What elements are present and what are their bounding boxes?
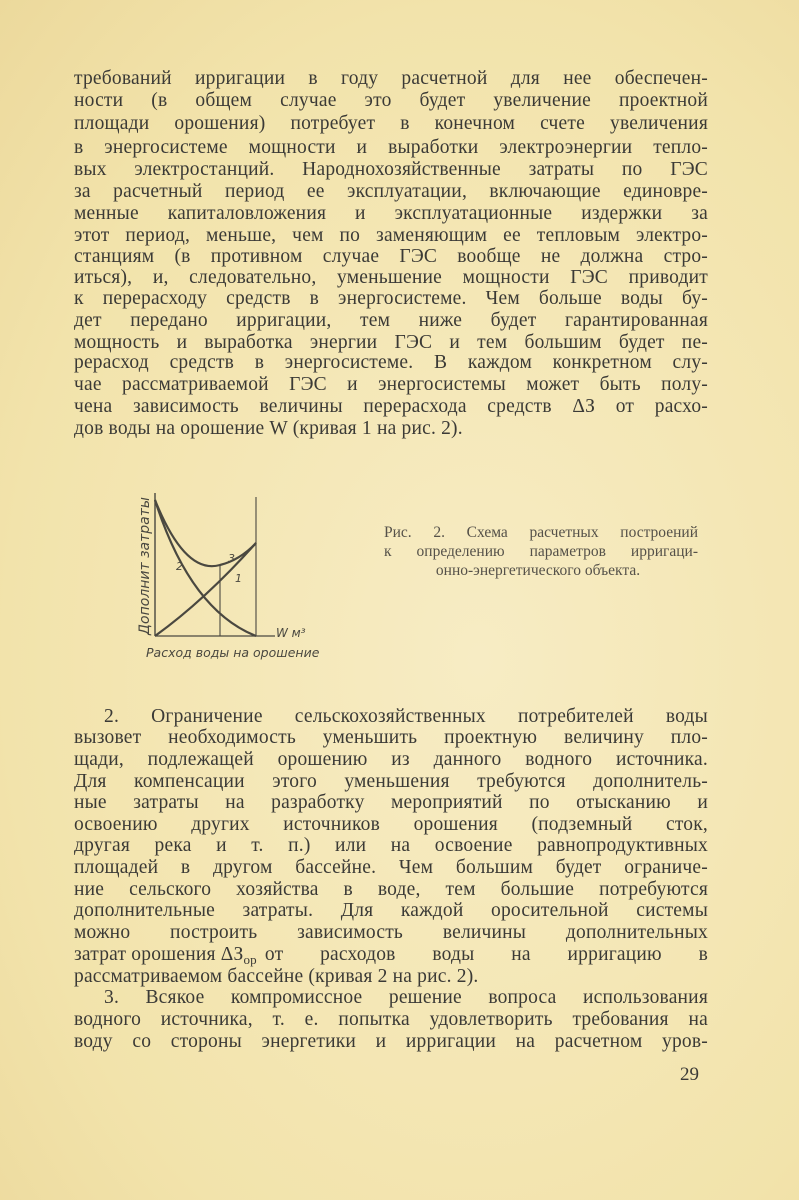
y-axis-label: Дополнит затраты: [137, 497, 153, 635]
text-line: рерасход средств в энергосистеме. В каждом конкретном слу-: [74, 352, 708, 373]
text-line: к перерасходу средств в энергосистеме. Чем больше воды бу-: [74, 288, 708, 309]
subscript: ор: [243, 952, 257, 967]
text-line: 3. Всякое компромиссное решение вопроса использования: [104, 987, 708, 1008]
caption-line: онно-энергетического объекта.: [435, 562, 641, 579]
curve-3: [155, 500, 256, 566]
caption-line: к определению параметров ирригаци-: [384, 543, 698, 560]
text-line: щади, подлежащей орошению из данного водного источника.: [74, 749, 708, 770]
text-line: мощность и выработка энергии ГЭС и тем большим будет пе-: [74, 332, 708, 353]
text-line: можно построить зависимость величины дополнительных: [74, 922, 708, 943]
text-line: дов воды на орошение W (кривая 1 на рис. 2).: [74, 418, 463, 439]
x-unit-label: W м³: [276, 626, 306, 640]
text-fragment: от расходов воды на ирригацию в: [264, 944, 708, 965]
text-line: Для компенсации этого уменьшения требуются дополнитель-: [74, 771, 708, 792]
text-line: ные затраты на разработку мероприятий по отысканию и: [74, 792, 708, 813]
text-fragment: затрат орошения ΔЗ: [74, 944, 244, 965]
text-line: освоению других источников орошения (подземный сток,: [74, 814, 708, 835]
text-line: площадей в другом бассейне. Чем большим будет ограниче-: [74, 857, 708, 878]
text-line: вых электростанций. Народнохозяйственные затраты по ГЭС: [74, 159, 708, 180]
text-line: за расчетный период ее эксплуатации, включающие единовре-: [74, 181, 708, 202]
text-line: дет передано ирригации, тем ниже будет гарантированная: [74, 310, 708, 331]
text-line: рассматриваемом бассейне (кривая 2 на рис. 2).: [74, 966, 479, 987]
text-line: ности (в общем случае это будет увеличение проектной: [74, 90, 708, 111]
curve-label-3: 3: [228, 552, 235, 565]
page-number: 29: [680, 1064, 699, 1085]
curve-label-2: 2: [176, 560, 183, 573]
x-axis-label: Расход воды на орошение: [146, 645, 320, 660]
text-line: требований ирригации в году расчетной для нее обеспечен-: [74, 68, 708, 89]
text-line: менные капиталовложения и эксплуатационные издержки за: [74, 203, 708, 224]
text-line: чена зависимость величины перерасхода средств ΔЗ от расхо-: [74, 396, 708, 417]
text-line: дополнительные затраты. Для каждой оросительной системы: [74, 900, 708, 921]
text-line: воду со стороны энергетики и ирригации на расчетном уров-: [74, 1031, 708, 1052]
text-line: 2. Ограничение сельскохозяйственных потребителей воды: [104, 706, 708, 727]
text-line: станциям (в противном случае ГЭС вообще не должна стро-: [74, 246, 708, 267]
caption-line: Рис. 2. Схема расчетных построений: [384, 524, 698, 541]
curve-2: [155, 500, 256, 636]
text-line: водного источника, т. е. попытка удовлетворить требования на: [74, 1009, 708, 1030]
curve-label-1: 1: [235, 572, 242, 585]
text-line: другая река и т. п.) или на освоение равнопродуктивных: [74, 835, 708, 856]
text-line: чае рассматриваемой ГЭС и энергосистемы может быть полу-: [74, 374, 708, 395]
text-line: этот период, меньше, чем по заменяющим ее тепловым электро-: [74, 225, 708, 246]
text-line: ние сельского хозяйства в воде, тем большие потребуются: [74, 879, 708, 900]
text-line: вызовет необходимость уменьшить проектную величину пло-: [74, 727, 708, 748]
text-line: площади орошения) потребует в конечном счете увеличения: [74, 113, 708, 134]
text-line: иться), и, следовательно, уменьшение мощности ГЭС приводит: [74, 267, 708, 288]
text-line: в энергосистеме мощности и выработки электроэнергии тепло-: [74, 137, 708, 158]
